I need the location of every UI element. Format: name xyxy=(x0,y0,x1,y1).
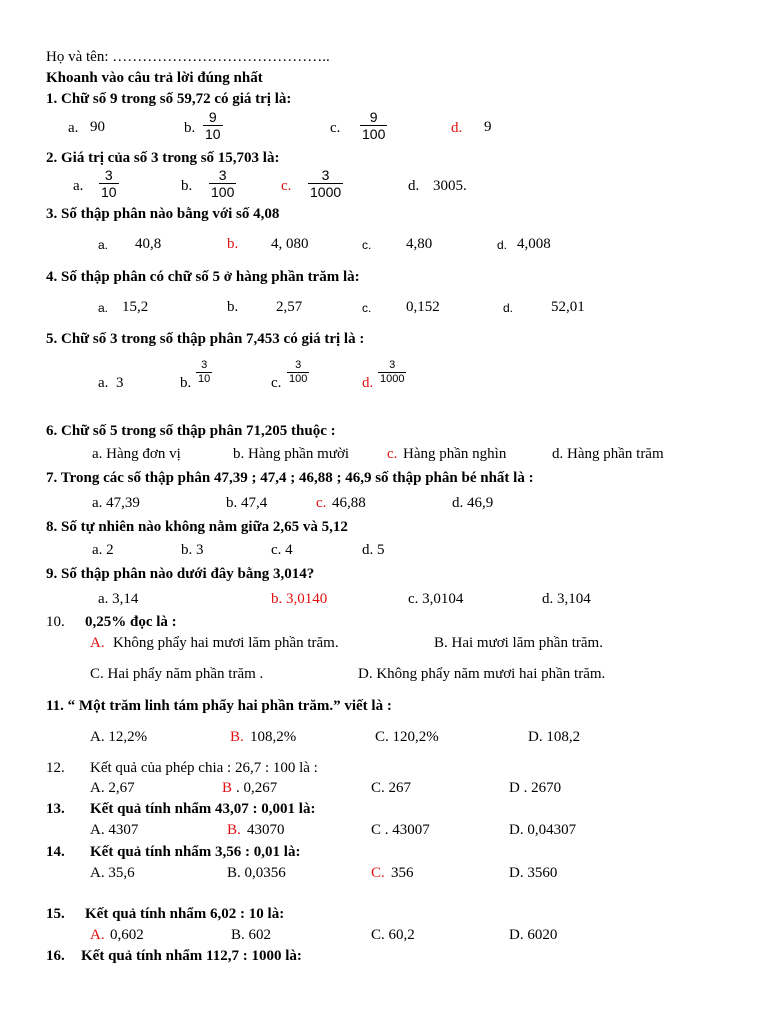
q12-option-b-label-answer: B xyxy=(222,780,233,796)
question-8: 8. Số tự nhiên nào không nằm giữa 2,65 và 5,12 xyxy=(46,519,348,535)
q5-option-d-label-answer: d. xyxy=(362,375,374,391)
q9-option-c: c. 3,0104 xyxy=(408,591,464,607)
q11-option-b-label-answer: B. xyxy=(230,729,244,745)
question-13: Kết quả tính nhẩm 43,07 : 0,001 là: xyxy=(90,801,316,817)
q3-option-d: 4,008 xyxy=(517,236,551,252)
q13-option-d: D. 0,04307 xyxy=(509,822,577,838)
q3-option-a: 40,8 xyxy=(135,236,162,252)
q10-option-b: B. Hai mươi lăm phần trăm. xyxy=(434,635,603,651)
q7-option-c: 46,88 xyxy=(332,495,366,511)
q1-option-b-label: b. xyxy=(184,120,196,136)
question-12-number: 12. xyxy=(46,760,65,776)
q15-option-b: B. 602 xyxy=(231,927,272,943)
q15-option-a: 0,602 xyxy=(110,927,144,943)
q12-option-b: . 0,267 xyxy=(236,780,278,796)
q14-option-b: B. 0,0356 xyxy=(227,865,286,881)
question-15: Kết quả tính nhẩm 6,02 : 10 là: xyxy=(85,906,285,922)
question-14-number: 14. xyxy=(46,844,65,860)
question-15-number: 15. xyxy=(46,906,65,922)
q5-option-b-fraction: $\frac{3}{10}$ xyxy=(198,359,211,385)
q4-option-d: 52,01 xyxy=(551,299,585,315)
q4-option-c: 0,152 xyxy=(406,299,440,315)
q2-option-c-fraction: $\frac{3}{1000}$ xyxy=(310,167,342,200)
q8-option-d: d. 5 xyxy=(362,542,385,558)
question-11: 11. “ Một trăm linh tám phẩy hai phần trăm.” viết là : xyxy=(46,698,392,714)
question-5: 5. Chữ số 3 trong số thập phân 7,453 có giá trị là : xyxy=(46,331,365,347)
q7-option-b: b. 47,4 xyxy=(226,495,268,511)
q11-option-d: D. 108,2 xyxy=(528,729,581,745)
q3-option-c-label: c. xyxy=(362,238,372,252)
q12-option-d: D . 2670 xyxy=(509,780,562,796)
q4-option-d-label: d. xyxy=(503,301,514,315)
q1-option-d: 9 xyxy=(484,119,492,135)
q2-option-d: 3005. xyxy=(433,178,467,194)
q5-option-d-fraction: $\frac{3}{1000}$ xyxy=(380,359,405,385)
q3-option-c: 4,80 xyxy=(406,236,433,252)
q12-option-c: C. 267 xyxy=(371,780,412,796)
q2-option-c-label-answer: c. xyxy=(281,178,292,194)
question-4: 4. Số thập phân có chữ số 5 ở hàng phần trăm là: xyxy=(46,269,360,285)
q12-option-a: A. 2,67 xyxy=(90,780,135,796)
q13-option-b: 43070 xyxy=(247,822,285,838)
question-9: 9. Số thập phân nào dưới đây bằng 3,014? xyxy=(46,566,315,582)
q1-option-d-label-answer: d. xyxy=(451,120,463,136)
question-16-number: 16. xyxy=(46,948,65,964)
q7-option-d: d. 46,9 xyxy=(452,495,494,511)
question-12: Kết quả của phép chia : 26,7 : 100 là : xyxy=(90,760,318,776)
q9-option-b-answer: b. 3,0140 xyxy=(271,591,328,607)
q14-option-a: A. 35,6 xyxy=(90,865,135,881)
q11-option-c: C. 120,2% xyxy=(375,729,439,745)
question-14: Kết quả tính nhẩm 3,56 : 0,01 là: xyxy=(90,844,301,860)
q1-option-c-label: c. xyxy=(330,120,341,136)
q14-option-c-label-answer: C. xyxy=(371,865,385,881)
q6-option-c: Hàng phần nghìn xyxy=(403,446,507,462)
q4-option-b-label: b. xyxy=(227,299,239,315)
q8-option-a: a. 2 xyxy=(92,542,114,558)
q3-option-a-label: a. xyxy=(98,238,109,252)
q1-option-c-fraction: $\frac{9}{100}$ xyxy=(362,109,386,142)
q10-option-d: D. Không phẩy năm mươi hai phần trăm. xyxy=(358,666,606,682)
q1-option-a: 90 xyxy=(90,119,105,135)
q15-option-a-label-answer: A. xyxy=(90,927,105,943)
question-10: 0,25% đọc là : xyxy=(85,614,177,630)
q7-option-c-label-answer: c. xyxy=(316,495,327,511)
question-6: 6. Chữ số 5 trong số thập phân 71,205 thuộc : xyxy=(46,423,336,439)
q15-option-d: D. 6020 xyxy=(509,927,558,943)
q13-option-a: A. 4307 xyxy=(90,822,139,838)
q5-option-c-label: c. xyxy=(271,375,282,391)
q14-option-c: 356 xyxy=(391,865,414,881)
q10-option-c: C. Hai phẩy năm phần trăm . xyxy=(90,666,264,682)
q9-option-a: a. 3,14 xyxy=(98,591,139,607)
q8-option-b: b. 3 xyxy=(181,542,204,558)
q9-option-d: d. 3,104 xyxy=(542,591,591,607)
q6-option-c-label-answer: c. xyxy=(387,446,398,462)
q5-option-b-label: b. xyxy=(180,375,192,391)
question-13-number: 13. xyxy=(46,801,65,817)
q4-option-a: 15,2 xyxy=(122,299,149,315)
q5-option-a: 3 xyxy=(116,375,124,391)
q2-option-d-label: d. xyxy=(408,178,420,194)
q3-option-b: 4, 080 xyxy=(271,236,309,252)
q4-option-c-label: c. xyxy=(362,301,372,315)
q5-option-a-label: a. xyxy=(98,375,109,391)
q4-option-a-label: a. xyxy=(98,301,109,315)
q10-option-a: Không phẩy hai mươi lăm phần trăm. xyxy=(113,635,339,651)
q3-option-b-label-answer: b. xyxy=(227,236,239,252)
q1-option-b-fraction: $\frac{9}{10}$ xyxy=(205,109,221,142)
q13-option-c: C . 43007 xyxy=(371,822,430,838)
q7-option-a: a. 47,39 xyxy=(92,495,140,511)
question-7: 7. Trong các số thập phân 47,39 ; 47,4 ; 46,88 ; 46,9 số thập phân bé nhất là : xyxy=(46,470,534,486)
q3-option-d-label: d. xyxy=(497,238,508,252)
q14-option-d: D. 3560 xyxy=(509,865,558,881)
q11-option-a: A. 12,2% xyxy=(90,729,148,745)
q4-option-b: 2,57 xyxy=(276,299,303,315)
q11-option-b: 108,2% xyxy=(250,729,297,745)
student-name-label: Họ và tên: …………………………………….. xyxy=(46,49,330,65)
q2-option-a-fraction: $\frac{3}{10}$ xyxy=(101,167,117,200)
q8-option-c: c. 4 xyxy=(271,542,293,558)
q10-option-a-label-answer: A. xyxy=(90,635,105,651)
question-16: Kết quả tính nhẩm 112,7 : 1000 là: xyxy=(81,948,302,964)
question-10-number: 10. xyxy=(46,614,65,630)
question-3: 3. Số thập phân nào bằng với số 4,08 xyxy=(46,206,280,222)
q6-option-a: a. Hàng đơn vị xyxy=(92,446,181,462)
question-1: 1. Chữ số 9 trong số 59,72 có giá trị là: xyxy=(46,91,292,107)
question-2: 2. Giá trị của số 3 trong số 15,703 là: xyxy=(46,150,280,166)
q5-option-c-fraction: $\frac{3}{100}$ xyxy=(289,359,308,385)
q1-option-a-label: a. xyxy=(68,120,79,136)
q2-option-a-label: a. xyxy=(73,178,84,194)
q2-option-b-fraction: $\frac{3}{100}$ xyxy=(211,167,235,200)
q13-option-b-label-answer: B. xyxy=(227,822,241,838)
q6-option-b: b. Hàng phần mười xyxy=(233,446,350,462)
q2-option-b-label: b. xyxy=(181,178,193,194)
instruction-title: Khoanh vào câu trả lời đúng nhất xyxy=(46,70,263,86)
q6-option-d: d. Hàng phần trăm xyxy=(552,446,664,462)
q15-option-c: C. 60,2 xyxy=(371,927,415,943)
